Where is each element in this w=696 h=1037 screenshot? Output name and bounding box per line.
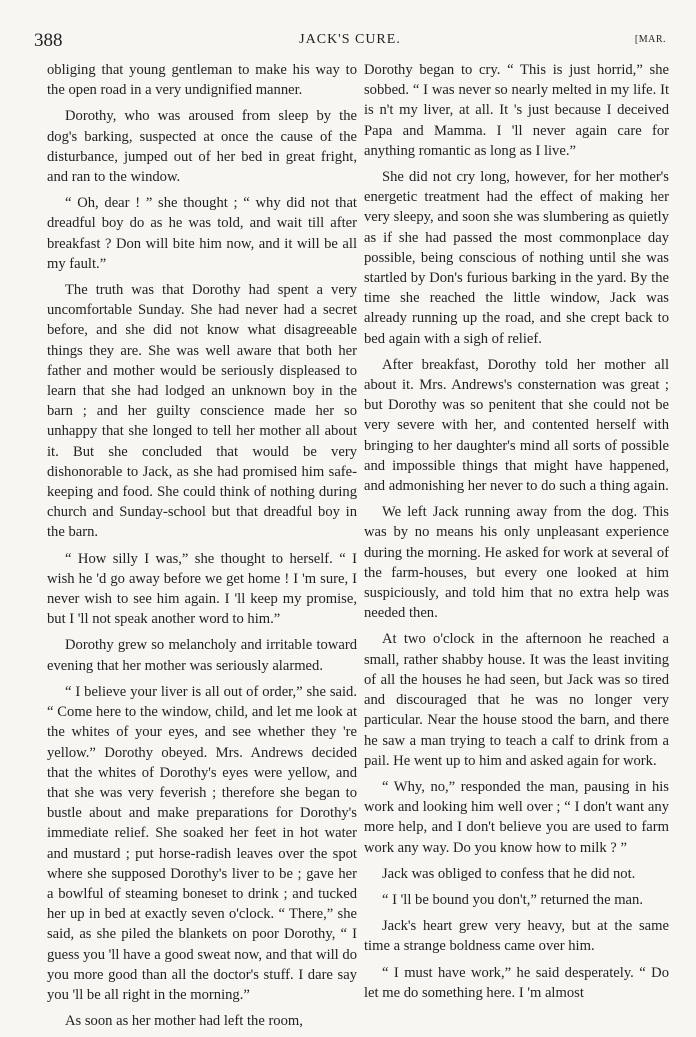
paragraph: obliging that young gentleman to make his way to the open road in a very undignified manner. (47, 62, 357, 99)
paragraph: At two o'clock in the afternoon he reached a small, rather shabby house. It was the least inviting of all the houses he had seen, but Jack was so tired and discouraged that he was no longer very particular. Near the house stood the barn, and there he saw a man trying to teach a calf to drink from a pail. He went up to him and asked again for work. (364, 631, 669, 769)
left-column (47, 60, 357, 1037)
page-number: 388 (34, 30, 63, 51)
paragraph: “ How silly I was,” she thought to herself. “ I wish he 'd go away before we get home ! I 'm sure, I never wish to see him again. I 'll keep my promise, but I 'll not speak another word to him.” (47, 550, 357, 628)
paragraph: The truth was that Dorothy had spent a very uncomfortable Sunday. She had never had a secret before, and she did not know what disagreeable things they are. She was well aware that both her father and mother would be seriously displeased to learn that she had lodged an unknown boy in the barn ; and her guilty conscience made her so unhappy that she longed to tell her mother all about it. But she concluded that would be very dishonorable to Jack, as she had promised him safe-keeping and food. She could think of nothing during church and Sunday-school but that dreadful boy in the barn. (47, 282, 357, 541)
paragraph: Jack was obliged to confess that he did not. (382, 865, 636, 882)
paragraph: As soon as her mother had left the room, (65, 1013, 303, 1030)
paragraph: “ I believe your liver is all out of order,” she said. “ Come here to the window, child, and let me look at the whites of your eyes, and see whether they 're yellow.” Dorothy obeyed. Mrs. Andrews decided that the whites of Dorothy's eyes were yellow, and that she was very feverish ; therefore she began to bustle about and make preparations for Dorothy's immediate relief. She soaked her feet in hot water and mustard ; put horse-radish leaves over the spot where she supposed Dorothy's liver to be ; gave her a bowlful of steaming boneset to drink ; and tucked her up in bed at exactly seven o'clock. “ There,” she said, as she piled the blankets on poor Dorothy, “ I guess you 'll have a good sweat now, and that will do you more good than all the doctor's stuff. I dare say you 'll be all right in the morning.” (47, 683, 357, 1003)
paragraph: She did not cry long, however, for her mother's energetic treatment had the effect of making her very sleepy, and soon she was slumbering as quietly as if she had passed the most commonplace day possible, being conscious of nothing until she was startled by Don's furious barking in the yard. By the time she reached the little window, Jack was already running up the road, and she crept back to bed again with a sigh of relief. (364, 169, 669, 347)
paragraph: “ I 'll be bound you don't,” returned the man. (382, 891, 643, 908)
paragraph: We left Jack running away from the dog. This was by no means his only unpleasant experience during the morning. He asked for work at several of the farm-houses, but every one looked at him suspiciously, and told him that no extra help was needed then. (364, 504, 669, 622)
paragraph: “ Why, no,” responded the man, pausing in his work and looking him well over ; “ I don't want any more help, and I don't believe you are used to farm work any way. Do you know how to milk ? ” (364, 778, 669, 856)
paragraph: Dorothy, who was aroused from sleep by the dog's barking, suspected at once the cause of the disturbance, jumped out of her bed in great fright, and ran to the window. (47, 108, 357, 186)
month-label: [MAR. (634, 34, 666, 45)
paragraph: After breakfast, Dorothy told her mother all about it. Mrs. Andrews's consternation was great ; but Dorothy was so penitent that she could not be very severe with her, and contented herself with bringing to her daughter's mind all sorts of possible and impossible things that might have happened, and admonishing her never to do such a thing again. (364, 356, 669, 495)
running-title: JACK'S CURE. (299, 32, 401, 47)
running-header (34, 30, 666, 52)
paragraph: Jack's heart grew very heavy, but at the same time a strange boldness came over him. (364, 918, 669, 955)
paragraph: Dorothy grew so melancholy and irritable toward evening that her mother was seriously alarmed. (47, 637, 357, 674)
paragraph: “ I must have work,” he said desperately. “ Do let me do something here. I 'm almost (364, 964, 669, 1001)
paragraph: “ Oh, dear ! ” she thought ; “ why did not that dreadful boy do as he was told, and wait till after breakfast ? Don will bite him now, and it will be all my fault.” (47, 195, 357, 272)
paragraph: Dorothy began to cry. “ This is just horrid,” she sobbed. “ I was never so nearly melted in my life. It is n't my liver, at all. It 's just because I deceived Papa and Mamma. I 'll never again care for anything romantic as long as I live.” (364, 62, 669, 159)
right-column (364, 60, 669, 1009)
